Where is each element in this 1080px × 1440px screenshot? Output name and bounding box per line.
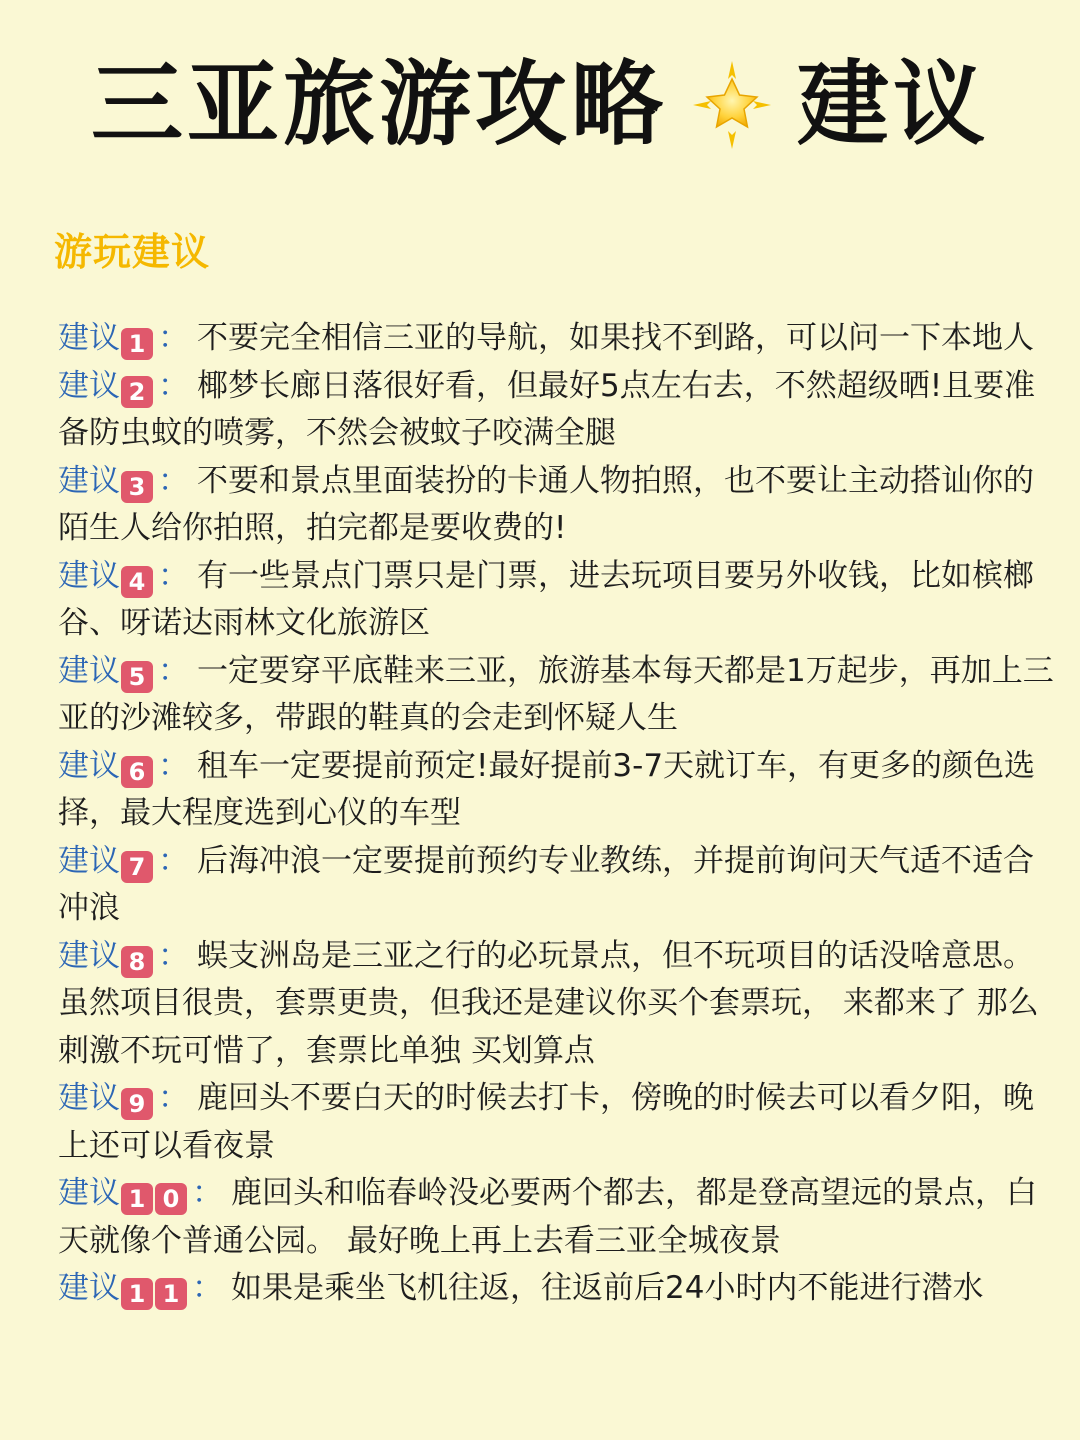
number-badge-icon: 3 bbox=[121, 471, 153, 503]
tip-item bbox=[58, 553, 1058, 648]
section-heading: 游玩建议 bbox=[54, 230, 211, 274]
title-text-right: 建议 bbox=[797, 51, 990, 158]
number-badge-icon: 4 bbox=[121, 566, 153, 598]
tip-colon: ： bbox=[192, 1270, 223, 1306]
number-badge-icon: 0 bbox=[155, 1183, 187, 1215]
glowing-star-icon bbox=[691, 57, 773, 153]
number-badge-icon: 1 bbox=[121, 328, 153, 360]
tip-label: 建议 bbox=[58, 320, 120, 356]
tip-text: 有一些景点门票只是门票，进去玩项目要另外收钱，比如槟榔谷、呀诺达雨林文化旅游区 bbox=[58, 557, 1034, 641]
tip-item bbox=[58, 315, 1058, 363]
tip-colon: ： bbox=[158, 652, 189, 689]
number-badge-icon: 8 bbox=[121, 946, 153, 978]
tip-label: 建议 bbox=[58, 747, 120, 784]
tip-text: 一定要穿平底鞋来三亚，旅游基本每天都是1万起步，再加上三亚的沙滩较多，带跟的鞋真的会走到怀疑人生 bbox=[58, 652, 1054, 736]
tip-text: 不要完全相信三亚的导航，如果找不到路，可以问一下本地人 bbox=[197, 320, 1034, 356]
tip-colon: ： bbox=[158, 320, 189, 356]
tip-colon: ： bbox=[158, 937, 189, 974]
tip-item bbox=[58, 743, 1058, 838]
tip-item bbox=[58, 838, 1058, 933]
tip-colon: ： bbox=[158, 842, 189, 879]
tip-text: 如果是乘坐飞机往返，往返前后24小时内不能进行潜水 bbox=[231, 1270, 984, 1306]
number-badge-icon: 7 bbox=[121, 851, 153, 883]
tips-list bbox=[58, 315, 1058, 1313]
tip-colon: ： bbox=[158, 1080, 189, 1116]
tip-item bbox=[58, 363, 1058, 458]
tip-label: 建议 bbox=[58, 1175, 120, 1211]
title-text-left: 三亚旅游攻略 bbox=[90, 51, 667, 158]
number-badge-icon: 1 bbox=[155, 1278, 187, 1310]
tip-text: 不要和景点里面装扮的卡通人物拍照，也不要让主动搭讪你的陌生人给你拍照，拍完都是要收费的! bbox=[58, 462, 1034, 546]
tip-colon: ： bbox=[192, 1175, 223, 1211]
tip-label: 建议 bbox=[58, 367, 120, 404]
tip-item bbox=[58, 458, 1058, 553]
page-title bbox=[0, 40, 1080, 170]
tip-text: 租车一定要提前预定!最好提前3-7天就订车，有更多的颜色选择，最大程度选到心仪的车型 bbox=[58, 747, 1036, 831]
tip-label: 建议 bbox=[58, 557, 120, 594]
tip-colon: ： bbox=[158, 747, 189, 784]
tip-colon: ： bbox=[158, 367, 189, 404]
tip-colon: ： bbox=[158, 462, 189, 499]
number-badge-icon: 1 bbox=[121, 1183, 153, 1215]
tip-label: 建议 bbox=[58, 1080, 120, 1116]
tip-colon: ： bbox=[158, 557, 189, 594]
number-badge-icon: 9 bbox=[121, 1088, 153, 1120]
tip-label: 建议 bbox=[58, 1270, 120, 1306]
tip-label: 建议 bbox=[58, 462, 120, 499]
tip-text: 后海冲浪一定要提前预约专业教练，并提前询问天气适不适合冲浪 bbox=[58, 842, 1034, 926]
number-badge-icon: 1 bbox=[121, 1278, 153, 1310]
tip-item bbox=[58, 648, 1058, 743]
tip-text: 椰梦长廊日落很好看，但最好5点左右去，不然超级晒!且要准备防虫蚊的喷雾，不然会被蚊子咬满全腿 bbox=[58, 367, 1036, 451]
number-badge-icon: 6 bbox=[121, 756, 153, 788]
tip-text: 蜈支洲岛是三亚之行的必玩景点，但不玩项目的话没啥意思。虽然项目很贵，套票更贵，但我还是建议你买个套票玩， 来都来了 那么刺激不玩可惜了，套票比单独 买划算点 bbox=[58, 937, 1039, 1069]
tip-item bbox=[58, 1170, 1058, 1265]
tip-label: 建议 bbox=[58, 652, 120, 689]
tip-item bbox=[58, 1265, 1058, 1313]
tip-item bbox=[58, 933, 1058, 1076]
tip-text: 鹿回头不要白天的时候去打卡，傍晚的时候去可以看夕阳，晚上还可以看夜景 bbox=[58, 1080, 1034, 1164]
tip-text: 鹿回头和临春岭没必要两个都去，都是登高望远的景点，白天就像个普通公园。 最好晚上再上去看三亚全城夜景 bbox=[58, 1175, 1037, 1259]
tip-label: 建议 bbox=[58, 842, 120, 879]
tip-label: 建议 bbox=[58, 937, 120, 974]
number-badge-icon: 5 bbox=[121, 661, 153, 693]
number-badge-icon: 2 bbox=[121, 376, 153, 408]
tip-item bbox=[58, 1075, 1058, 1170]
